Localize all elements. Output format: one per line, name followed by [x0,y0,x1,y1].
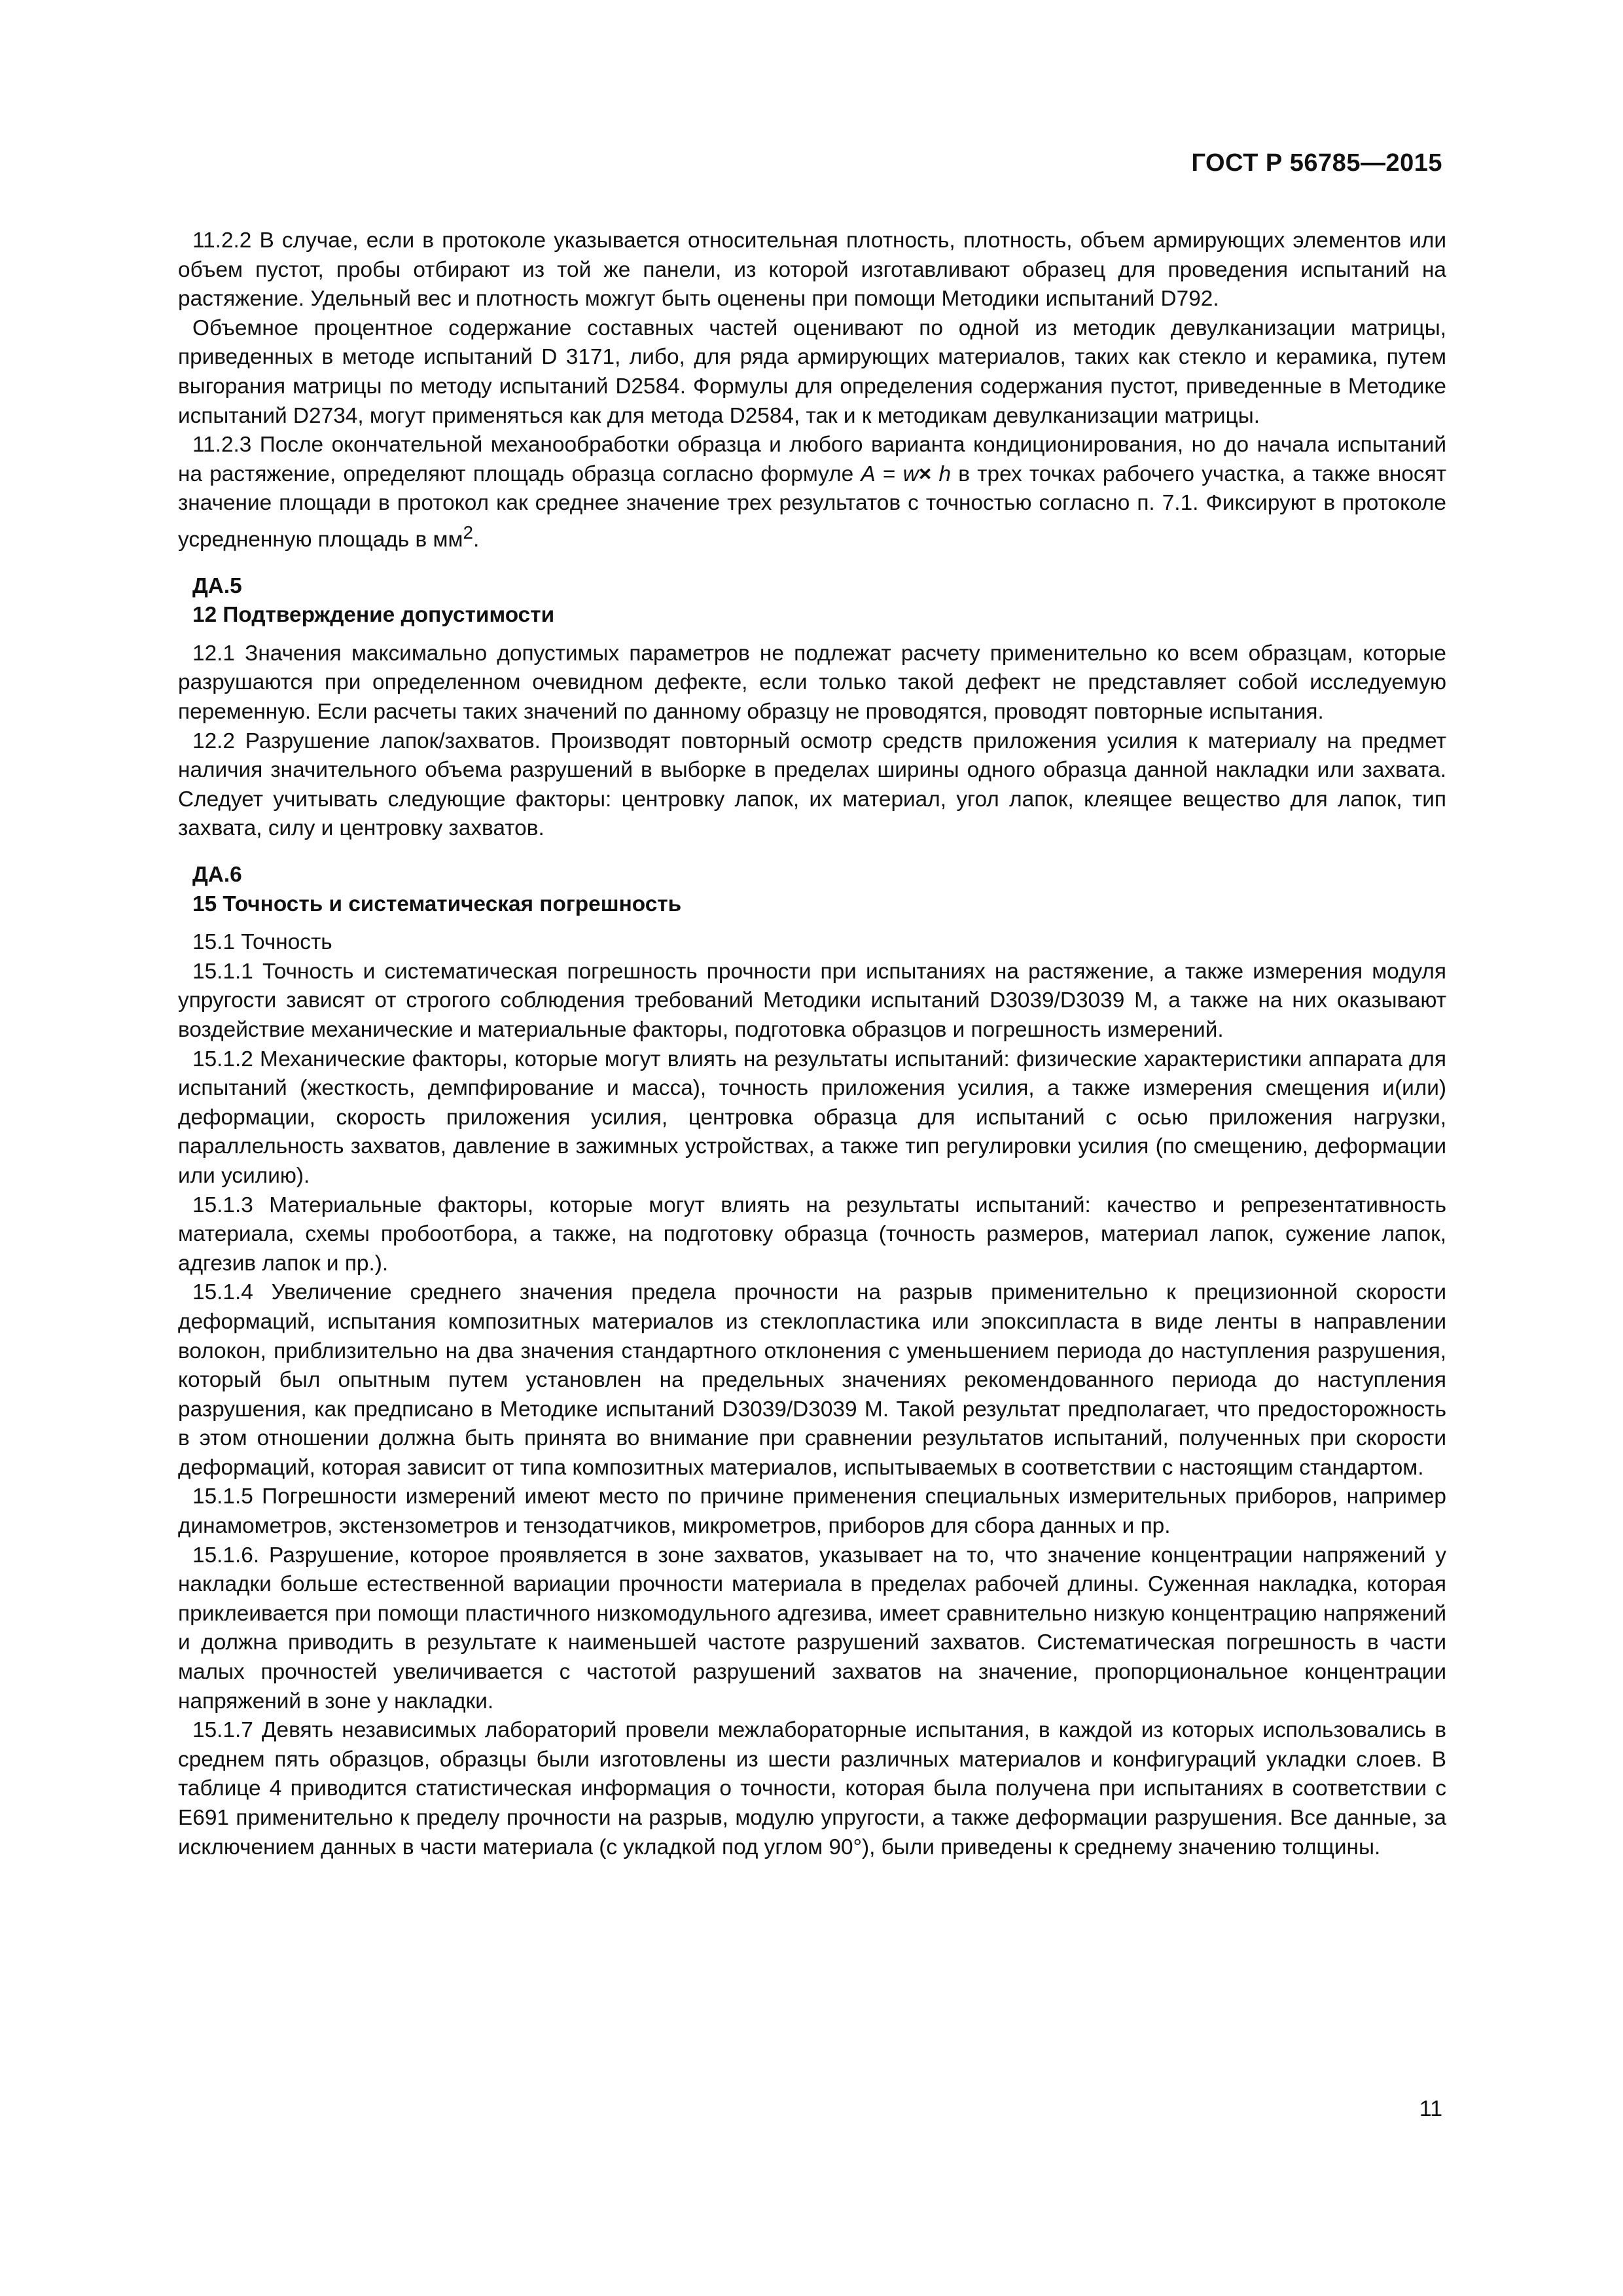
formula-var-h: h [938,461,952,486]
paragraph-11-2-3 [178,431,1446,555]
paragraph-15-1-6: 15.1.6. Разрушение, которое проявляется в зоне захватов, указывает на то, что значение концентрации напряжений у накладки больше естественной вариации прочности материала в пределах рабочей длины. Суженная накладка, которая приклеивается при помощи пластичного низкомодульного адгезива, имеет сравнительно низкую концентрацию напряжений и должна приводить в результате к наименьшей частоте разрушений захватов. Систематическая погрешность в части малых прочностей увеличивается с частотой разрушений захватов на значение, пропорциональное концентрации напряжений в зоне у накладки. [178,1543,1446,1713]
paragraph-volume-content: Объемное процентное содержание составных частей оценивают по одной из методик девулканизации матрицы, приведенных в методе испытаний D 3171, либо, для ряда армирующих материалов, таких как стекло и керамика, путем выгорания матрицы по методу испытаний D2584. Формулы для определения содержания пустот, приведенные в Методике испытаний D2734, могут применяться как для метода D2584, так и к методикам девулканизации матрицы. [178,315,1446,428]
paragraph-12-2: 12.2 Разрушение лапок/захватов. Производят повторный осмотр средств приложения усилия к материалу на предмет наличия значительного объема разрушений в выборке в пределах ширины одного образца данной накладки или захвата. Следует учитывать следующие факторы: центровку лапок, их материал, угол лапок, клеящее вещество для лапок, тип захвата, силу и центровку захватов. [178,728,1446,841]
paragraph-11-2-3-text-a: 11.2.3 После окончательной механообработки образца и любого варианта кондиционирования, но до начала испытаний на растяжение, определяют площадь образца согласно формуле [178,433,1446,486]
paragraph-15-1-3: 15.1.3 Материальные факторы, которые могут влиять на результаты испытаний: качество и репрезентативность материала, схемы пробоотбора, а также, на подготовку образца (точность размеров, материал лапок, сужение лапок, адгезив лапок и пр.). [178,1193,1446,1276]
paragraph-15-1-1: 15.1.1 Точность и систематическая погрешность прочности при испытаниях на растяжение, а также измерения модуля упругости зависят от строгого соблюдения требований Методики испытаний D3039/D3039 M, а также на них оказывают воздействие механические и материальные факторы, подготовка образцов и погрешность измерений. [178,959,1446,1042]
section-title-15: 15 Точность и систематическая погрешность [192,891,682,916]
paragraph-15-1: 15.1 Точность [192,930,332,955]
paragraph-11-2-2: 11.2.2 В случае, если в протоколе указывается относительная плотность, плотность, объем армирующих элементов или объем пустот, пробы отбирают из той же панели, из которой изготавливают образец для проведения испытаний на растяжение. Удельный вес и плотность можгут быть оценены при помощи Методики испытаний D792. [178,228,1446,312]
formula-var-w: w [902,461,919,486]
formula-var-a: A [861,461,876,486]
paragraph-15-1-7: 15.1.7 Девять независимых лабораторий провели межлабораторные испытания, в каждой из которых использовались в среднем пять образцов, образцы были изготовлены из шести различных материалов и конфигураций укладки слоев. В таблице 4 приводится статистическая информация о точности, которая была получена при испытаниях в соответствии с E691 применительно к пределу прочности на разрыв, модулю упругости, а также деформации разрушения. Все данные, за исключением данных в части материала (с укладкой под углом 90°), были приведены к среднему значению толщины. [178,1718,1446,1859]
formula-equals: = [875,461,903,486]
paragraph-11-2-3-text-b: в трех точках рабочего участка, а также вносят значение площади в протокол как среднее значение трех результатов с точностью согласно п. 7.1. Фиксируют в протоколе усредненную площадь в мм [178,461,1446,552]
paragraph-11-2-3-end: . [473,528,480,552]
paragraph-15-1-2: 15.1.2 Механические факторы, которые могут влиять на результаты испытаний: физические характеристики аппарата для испытаний (жесткость, демпфирование и масса), точность приложения усилия, а также измерения смещения и(или) деформации, скорость приложения усилия, центровка образца для испытаний с осью приложения нагрузки, параллельность захватов, давление в зажимных устройствах, а также тип регулировки усилия (по смещению, деформации или усилию). [178,1047,1446,1188]
paragraph-15-1-5: 15.1.5 Погрешности измерений имеют место по причине применения специальных измерительных приборов, например динамометров, экстензометров и тензодатчиков, микрометров, приборов для сбора данных и пр. [178,1484,1446,1539]
document-code-header: ГОСТ Р 56785—2015 [1191,149,1442,177]
section-title-12: 12 Подтверждение допустимости [192,603,555,628]
annex-label-da6: ДА.6 [192,863,242,887]
superscript-2: 2 [463,522,473,543]
page-content [178,226,1446,1862]
paragraph-15-1-4: 15.1.4 Увеличение среднего значения предела прочности на разрыв применительно к прецизионной скорости деформаций, испытания композитных материалов из стеклопластика или эпоксипласта в виде ленты в направлении волокон, приблизительно на два значения стандартного отклонения с уменьшением периода до наступления разрушения, который был опытным путем установлен на предельных значениях рекомендованного периода до наступления разрушения, как предписано в Методике испытаний D3039/D3039 M. Такой результат предполагает, что предосторожность в этом отношении должна быть принята во внимание при сравнении результатов испытаний, полученных при скорости деформаций, которая зависит от типа композитных материалов, испытываемых в соответствии с настоящим стандартом. [178,1280,1446,1480]
page-number: 11 [1419,2096,1442,2121]
formula-multiply: × [918,461,939,486]
annex-label-da5: ДА.5 [192,573,242,598]
paragraph-12-1: 12.1 Значения максимально допустимых параметров не подлежат расчету применительно ко всем образцам, которые разрушаются при определенном очевидном дефекте, если только такой дефект не представляет собой исследуемую переменную. Если расчеты таких значений по данному образцу не проводятся, проводят повторные испытания. [178,641,1446,725]
